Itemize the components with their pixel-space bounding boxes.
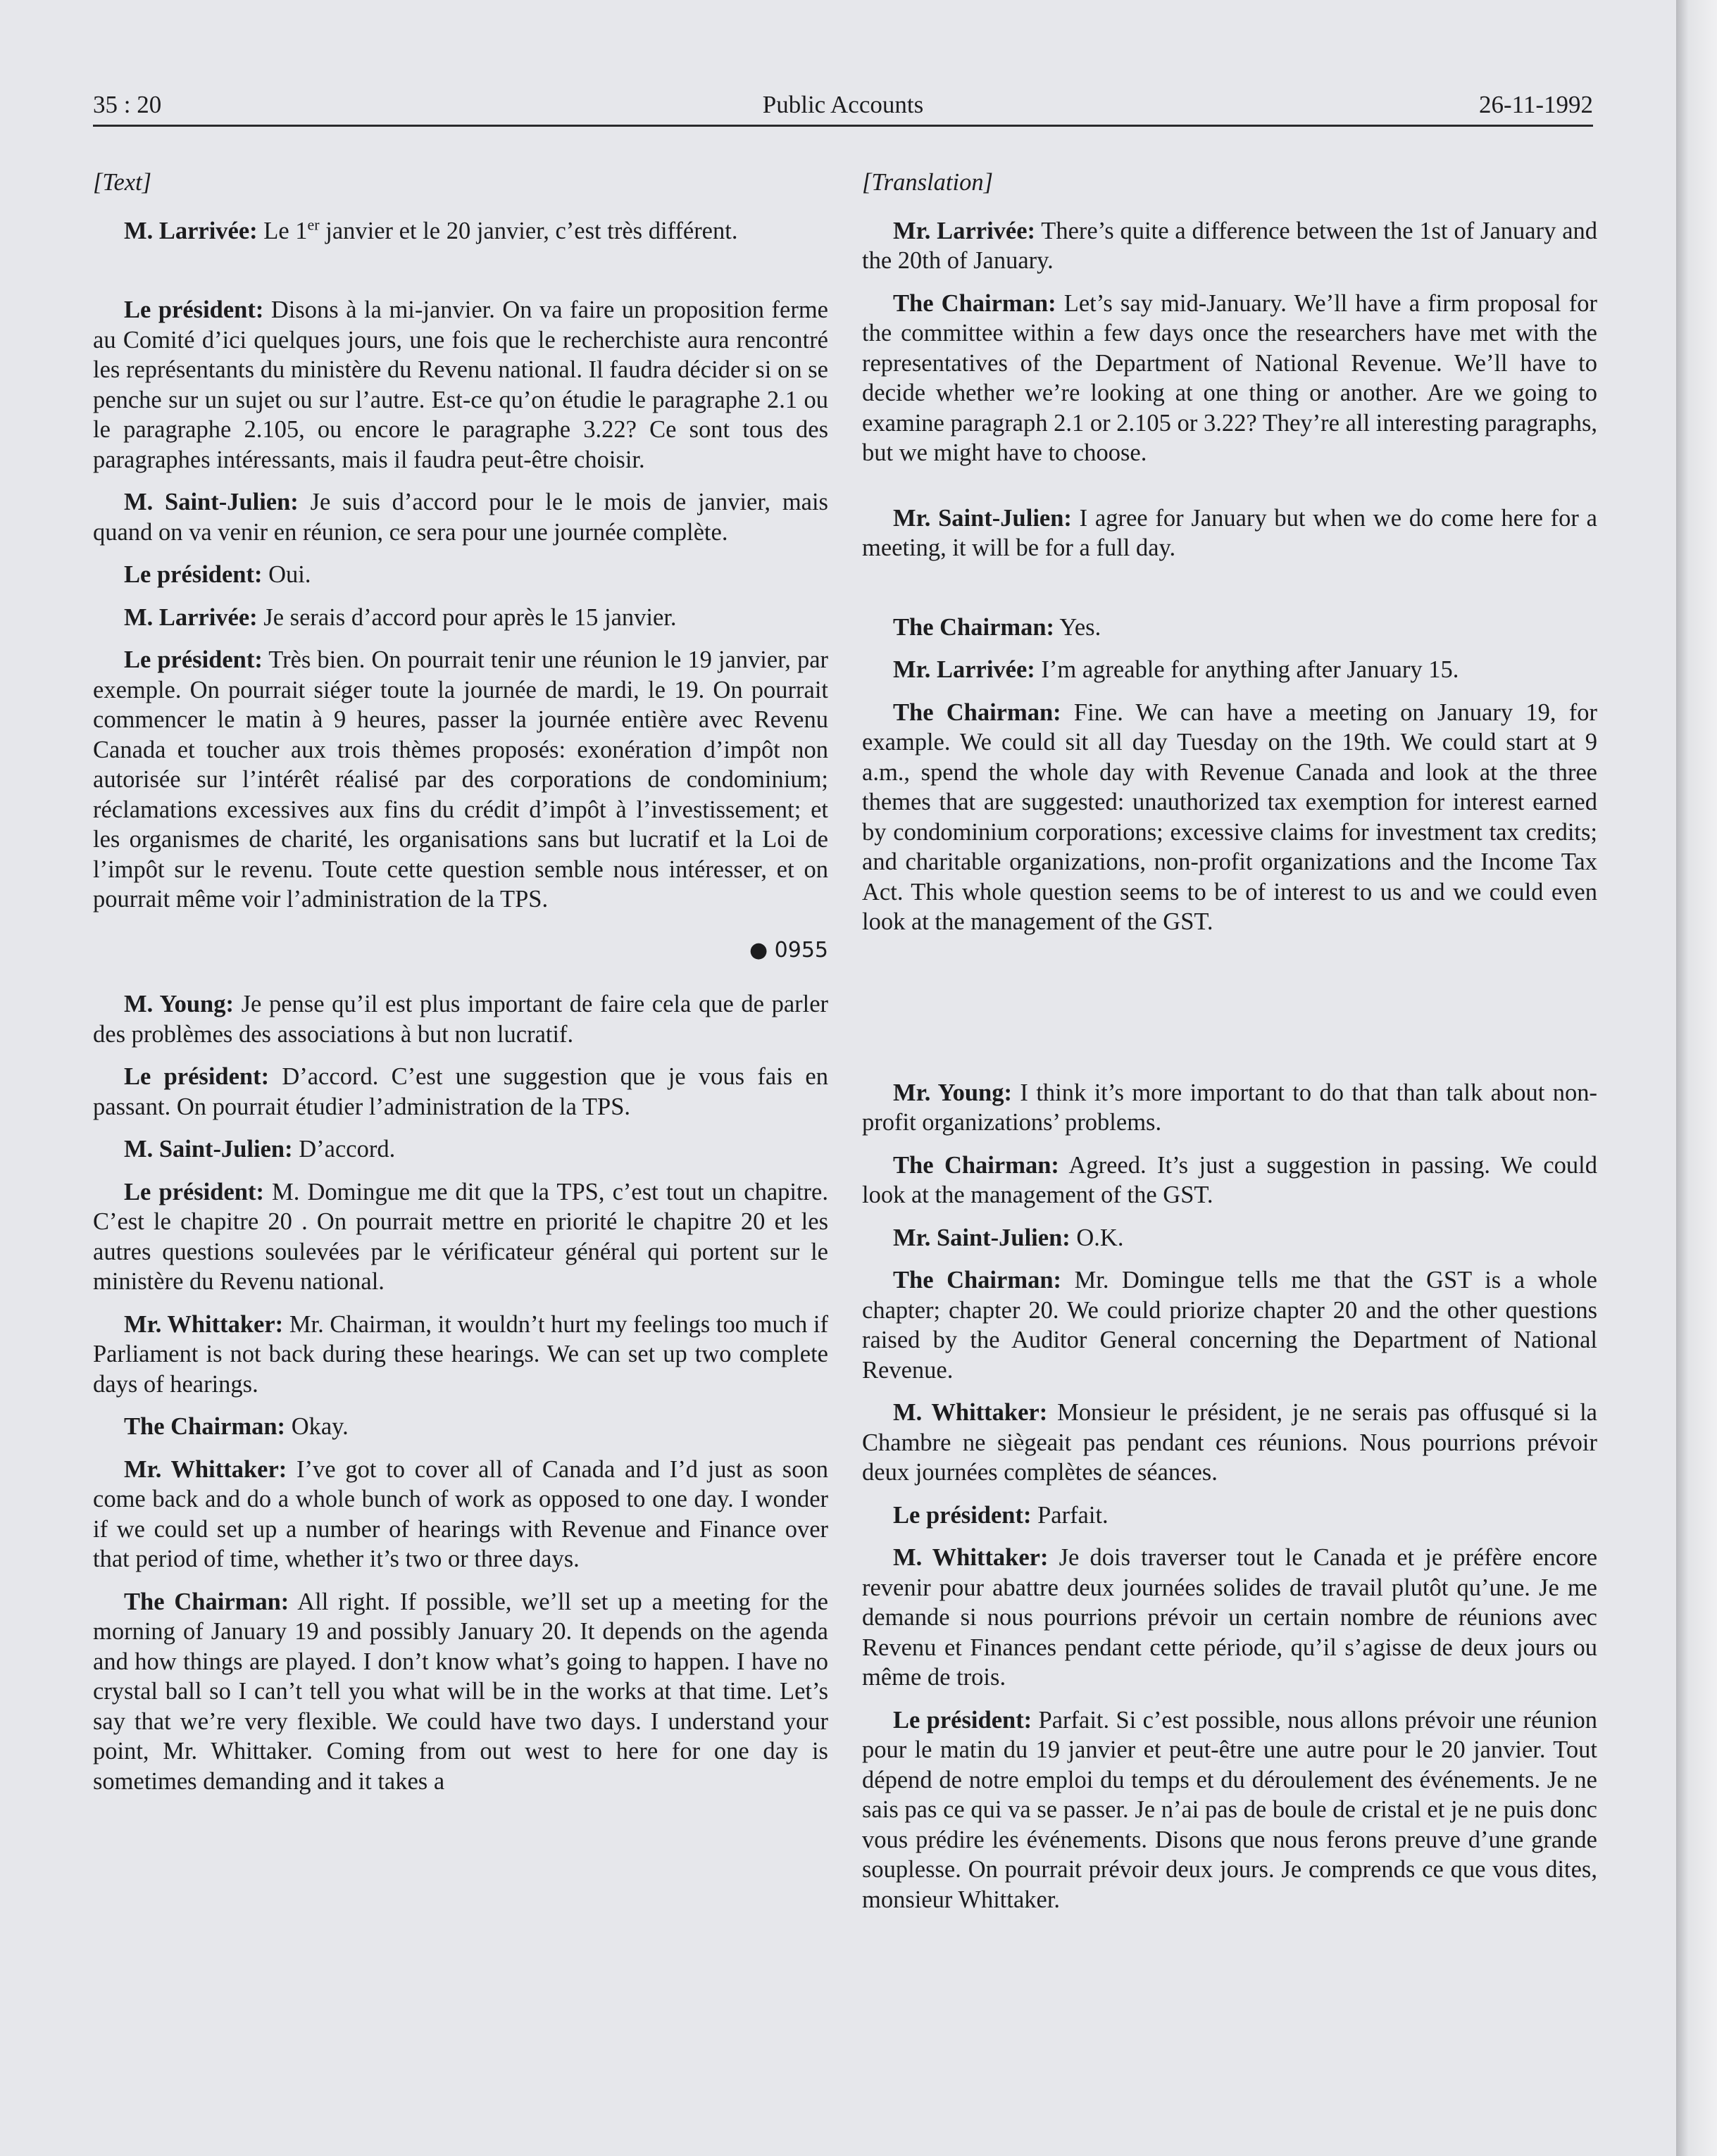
speech-text: Je dois traverser tout le Canada et je préfère encore revenir pour abattre deux journées solides de travail plutôt qu’une. Je me demande si nous pourrions prévoir un certain nombre de réunions avec Revenu et Finances pendant cette période, qu’il s’agisse de deux jours ou même de trois. [862, 1544, 1598, 1691]
speech-text: I’m agreable for anything after January 15. [1035, 656, 1459, 683]
speech-text: Je serais d’accord pour après le 15 janvier. [257, 603, 677, 631]
speech-text: Je suis d’accord pour le le mois de janvier, mais quand on va venir en réunion, ce sera pour une journée complète. [93, 489, 828, 546]
speaker-name: Mr. Larrivée: [893, 656, 1035, 683]
speaker-name: Mr. Young: [893, 1079, 1012, 1106]
right-column [862, 168, 1597, 1927]
page-header [93, 87, 1593, 127]
speech-text: Parfait. [1031, 1501, 1109, 1529]
speaker-name: Le président: [124, 561, 263, 588]
speech-paragraph [862, 1705, 1597, 1915]
speech-text: Très bien. On pourrait tenir une réunion le 19 janvier, par exemple. On pourrait siéger toute la journée de mardi, le 19. On pourrait commencer le matin à 9 heures, passer la journée entière avec Revenu Canada et toucher aux trois thèmes proposés: exonération d’impôt non autorisée sur l’intérêt réalisé par des corporations de condominium; réclamations excessives aux fins du crédit d’impôt à l’investissement; et les organismes de charité, les organisations sans but lucratif et la Loi de l’impôt sur le revenu. Toute cette question semble nous intéresser, et on pourrait même voir l’administration de la TPS. [93, 646, 828, 913]
ordinal-suffix: er [307, 215, 320, 233]
speaker-name: M. Young: [124, 991, 234, 1017]
speech-paragraph [93, 295, 828, 475]
speaker-name: M. Whittaker: [893, 1544, 1049, 1571]
speech-paragraph [93, 645, 828, 915]
speech-text: Le 1 [257, 217, 308, 244]
speech-paragraph [93, 1134, 828, 1165]
header-date: 26-11-1992 [1478, 91, 1593, 118]
speaker-name: Le président: [124, 1063, 270, 1090]
page-edge-shadow [1676, 0, 1717, 2156]
header-rule [93, 125, 1593, 127]
speech-text: Monsieur le président, je ne serais pas offusqué si la Chambre ne siègeait pas pendant ces réunions. Nous pourrions prévoir deux journées complètes de séances. [862, 1399, 1597, 1486]
speech-text: I agree for January but when we do come here for a meeting, it will be for a full day. [862, 504, 1597, 561]
speech-paragraph [93, 1455, 828, 1574]
running-title: Public Accounts [762, 91, 924, 118]
speech-text: All right. If possible, we’ll set up a meeting for the morning of January 19 and possibly January 20. It depends on the agenda and how things are played. I don’t know what’s going to happen. I have no crystal ball so I can’t tell you what will be in the works at that time. Let’s say that we’re very flexible. We could have two days. I understand your point, Mr. Whittaker. Coming from out west to here for one day is sometimes demanding and it takes a [93, 1588, 828, 1795]
speech-paragraph [862, 289, 1597, 468]
left-column [93, 168, 828, 1809]
speaker-name: The Chairman: [893, 289, 1056, 317]
speech-paragraph [93, 1310, 828, 1400]
speaker-name: Le président: [124, 1178, 264, 1205]
speaker-name: Le président: [124, 646, 263, 673]
speaker-name: Mr. Whittaker: [124, 1455, 287, 1483]
speech-text: Fine. We can have a meeting on January 19, for example. We could sit all day Tuesday on the 19th. We could start at 9 a.m., spend the whole day with Revenue Canada and look at the three themes that are suggested: unauthorized tax exemption for interest earned by condominium corporations; excessive claims for investment tax credits; and charitable organizations, non-profit organizations and the Income Tax Act. This whole question seems to be of interest to us and we could even look at the management of the GST. [862, 698, 1597, 935]
language-note: [Text] [93, 169, 152, 196]
speech-text: Yes. [1054, 613, 1101, 641]
speech-paragraph [93, 487, 828, 547]
speech-paragraph [862, 1265, 1597, 1385]
speech-text: O.K. [1070, 1224, 1124, 1251]
speech-text: Je pense qu’il est plus important de faire cela que de parler des problèmes des associations à but non lucratif. [93, 991, 829, 1048]
speaker-name: Mr. Saint-Julien: [893, 1224, 1070, 1251]
speaker-name: The Chairman: [893, 1267, 1061, 1293]
speech-paragraph [93, 1412, 828, 1442]
language-note: [Translation] [862, 169, 993, 196]
speaker-name: Mr. Larrivée: [893, 217, 1036, 244]
speech-text: D’accord. C’est une suggestion que je vous fais en passant. On pourrait étudier l’administration de la TPS. [93, 1063, 828, 1120]
speech-paragraph [862, 655, 1597, 685]
speaker-name: M. Larrivée: [124, 603, 258, 631]
speech-text: I’ve got to cover all of Canada and I’d just as soon come back and do a whole bunch of work as opposed to one day. I wonder if we could set up a number of hearings with Revenue and Finance over that period of time, whether it’s two or three days. [93, 1455, 828, 1572]
speaker-name: Le président: [124, 296, 264, 323]
speaker-name: M. Whittaker: [893, 1399, 1048, 1426]
speech-paragraph [862, 1543, 1597, 1693]
speech-text: Mr. Domingue tells me that the GST is a whole chapter; chapter 20. We could priorize chapter 20 and the other questions raised by the Auditor General concerning the Department of National Revenue. [862, 1267, 1597, 1384]
speaker-name: Mr. Saint-Julien: [893, 504, 1072, 532]
speaker-name: The Chairman: [124, 1413, 286, 1440]
speech-paragraph [93, 1587, 828, 1797]
speech-paragraph [862, 1078, 1597, 1138]
speaker-name: The Chairman: [124, 1588, 289, 1615]
speaker-name: The Chairman: [893, 613, 1055, 641]
speech-paragraph [862, 503, 1597, 563]
speech-text: Parfait. Si c’est possible, nous allons prévoir une réunion pour le matin du 19 janvier et peut-être une autre pour le 20 janvier. Tout dépend de notre emploi du temps et du déroulement des événements. Je ne sais pas ce qui va se passer. Je n’ai pas de boule de cristal et je ne puis donc vous prédire les événements. Disons que nous ferons preuve d’une grande souplesse. On pourrait prévoir deux jours. Je comprends ce que vous dites, monsieur Whittaker. [862, 1706, 1597, 1913]
speech-text: Okay. [285, 1413, 349, 1440]
speech-text: M. Domingue me dit que la TPS, c’est tout un chapitre. C’est le chapitre 20 . On pourrait mettre en priorité le chapitre 20 et les autres questions soulevées par le vérificateur général qui portent sur le ministère du Revenu national. [93, 1178, 828, 1295]
speech-paragraph [862, 1223, 1597, 1253]
page-number: 35 : 20 [93, 91, 162, 118]
speech-paragraph [93, 989, 828, 1049]
speech-paragraph [862, 1151, 1597, 1210]
speech-text: janvier et le 20 janvier, c’est très différent. [319, 217, 738, 244]
time-marker: ● 0955 [749, 937, 828, 963]
speech-paragraph [93, 603, 828, 633]
speech-text: Oui. [262, 561, 311, 588]
speaker-name: The Chairman: [893, 1151, 1059, 1179]
speaker-name: Mr. Whittaker: [124, 1310, 284, 1338]
speech-paragraph [862, 1500, 1597, 1531]
speech-text: D’accord. [292, 1136, 396, 1162]
speech-paragraph [93, 1062, 828, 1122]
speech-paragraph [862, 613, 1597, 643]
speech-paragraph [93, 1177, 828, 1297]
speech-text: I think it’s more important to do that than talk about non-profit organizations’ problems. [862, 1079, 1597, 1136]
speech-paragraph [862, 216, 1597, 276]
speech-text: Mr. Chairman, it wouldn’t hurt my feelings too much if Parliament is not back during these hearings. We can set up two complete days of hearings. [93, 1310, 829, 1398]
speech-text: Agreed. It’s just a suggestion in passing. We could look at the management of the GST. [862, 1151, 1597, 1208]
speaker-name: Le président: [893, 1706, 1032, 1734]
speaker-name: M. Saint-Julien: [124, 1136, 293, 1162]
speech-paragraph [862, 698, 1597, 937]
speaker-name: M. Larrivée: [124, 217, 258, 244]
speech-paragraph [93, 216, 828, 246]
speaker-name: M. Saint-Julien: [124, 489, 299, 515]
speaker-name: Le président: [893, 1501, 1032, 1529]
speaker-name: The Chairman: [893, 698, 1061, 726]
speech-text: There’s quite a difference between the 1st of January and the 20th of January. [862, 217, 1598, 274]
speech-paragraph [862, 1398, 1597, 1488]
speech-text: Disons à la mi-janvier. On va faire un proposition ferme au Comité d’ici quelques jours, une fois que le recherchiste aura rencontré les représentants du ministère du Revenu national. Il faudra décider si on se penche sur un sujet ou sur l’autre. Est-ce qu’on étudie le paragraphe 2.1 ou le paragraphe 2.105, ou encore le paragraphe 3.22? Ce sont tous des paragraphes intéressants, mais il faudra peut-être choisir. [93, 296, 828, 473]
speech-text: Let’s say mid-January. We’ll have a firm proposal for the committee within a few days once the researchers have met with the representatives of the Department of National Revenue. We’ll have to decide whether we’re looking at one thing or another. Are we going to examine paragraph 2.1 or 2.105 or 3.22? They’re all interesting paragraphs, but we might have to choose. [862, 289, 1597, 466]
speech-paragraph [93, 560, 828, 590]
